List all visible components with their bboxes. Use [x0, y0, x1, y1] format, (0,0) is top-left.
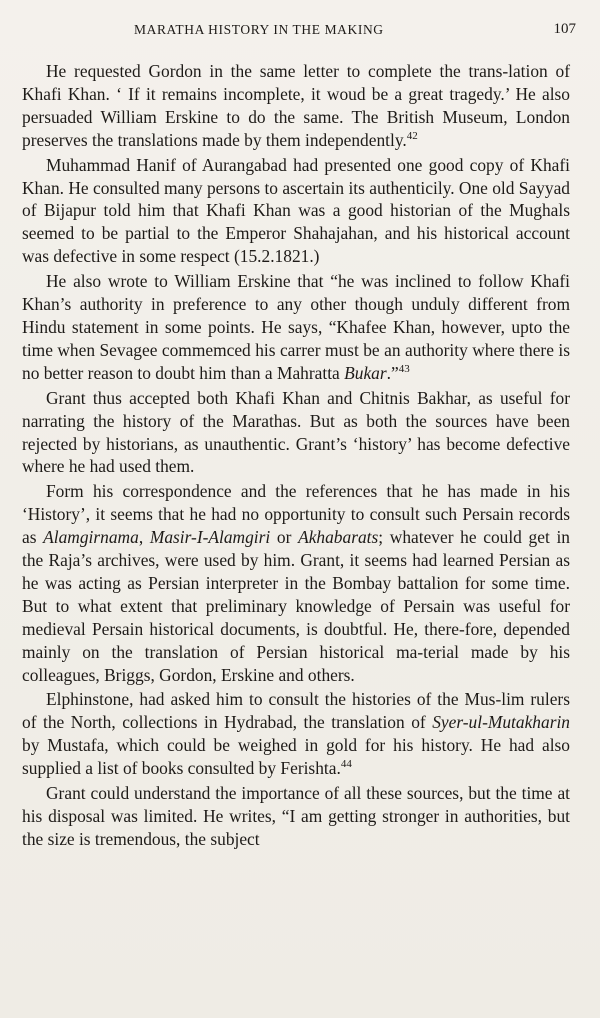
paragraph [22, 270, 570, 385]
running-header [0, 22, 600, 42]
paragraph [22, 688, 570, 780]
footnote-marker: 43 [398, 362, 410, 375]
italic-title: Bukar [344, 362, 387, 383]
text-run: Elphinstone, had asked him to consult the histories of the Mus-lim rulers of the North, collections in Hydrabad, the translation of [22, 689, 570, 733]
paragraph [22, 782, 570, 851]
text-run: ; whatever he could get in the Raja’s archives, were used by him. Grant, it seems had learned Persian as he was acting as Persian interpreter in the Bombay battalion for some time. But to what extent that preliminary knowledge of Persain was useful for medieval Persain historical documents, is doubtful. He, there-fore, depended mainly on the translation of Persian historical ma-terial made by his colleagues, Briggs, Gordon, Erskine and others. [22, 527, 570, 685]
footnote-marker: 44 [340, 758, 352, 771]
text-run: .” [386, 362, 399, 383]
text-run: or [270, 527, 299, 548]
running-title: MARATHA HISTORY IN THE MAKING [134, 22, 384, 37]
page-number: 107 [553, 21, 576, 37]
italic-title: Syer-ul-Mutakharin [432, 712, 570, 733]
text-run: Form his correspondence and the references that he has made in his ‘History’, it seems that he had no opportunity to consult such Persain records as [22, 481, 570, 548]
text-run: by Mustafa, which could be weighed in gold for his history. He had also supplied a list of books consulted by Ferishta. [22, 735, 570, 779]
text-run: He requested Gordon in the same letter to complete the trans-lation of Khafi Khan. ‘ If it remains incomplete, it woud be a great tragedy.’ He also persuaded William Erskine to do the same. The British Museum, London preserves the translations made by them independently. [22, 61, 570, 150]
footnote-marker: 42 [406, 129, 418, 142]
text-run: Grant thus accepted both Khafi Khan and Chitnis Bakhar, as useful for narrating the history of the Marathas. But as both the sources have been rejected by historians, as unauthentic. Grant’s ‘history’ has become defective where he had used them. [22, 387, 570, 477]
italic-title: Masir-I-Alamgiri [149, 527, 271, 548]
text-run: Muhammad Hanif of Aurangabad had presented one good copy of Khafi Khan. He consulted many persons to ascertain its authenticily. One old Sayyad of Bijapur told him that Khafi Khan was a good historian of the Mughals seemed to be partial to the Emperor Shahajahan, and his historical account was defective in some respect (15.2.1821.) [22, 154, 570, 267]
paragraph [22, 154, 570, 269]
paragraph [22, 60, 570, 152]
italic-title: Akhabarats [298, 527, 379, 548]
text-run: Grant could understand the importance of all these sources, but the time at his disposal was limited. He writes, “I am getting stronger in authorities, but the size is tremendous, the subject [22, 783, 570, 849]
text-run: , [138, 527, 150, 548]
body-text [22, 60, 570, 851]
text-run: He also wrote to William Erskine that “he was inclined to follow Khafi Khan’s authority in preference to any other though unduly different from Hindu statement in some points. He says, “Khafee Khan, however, upto the time when Sevagee commemced his carrer must be an authority where there is no better reason to doubt him than a Mahratta [22, 271, 570, 383]
paragraph [22, 480, 570, 686]
paragraph [22, 387, 570, 479]
italic-title: Alamgirnama [43, 527, 139, 548]
